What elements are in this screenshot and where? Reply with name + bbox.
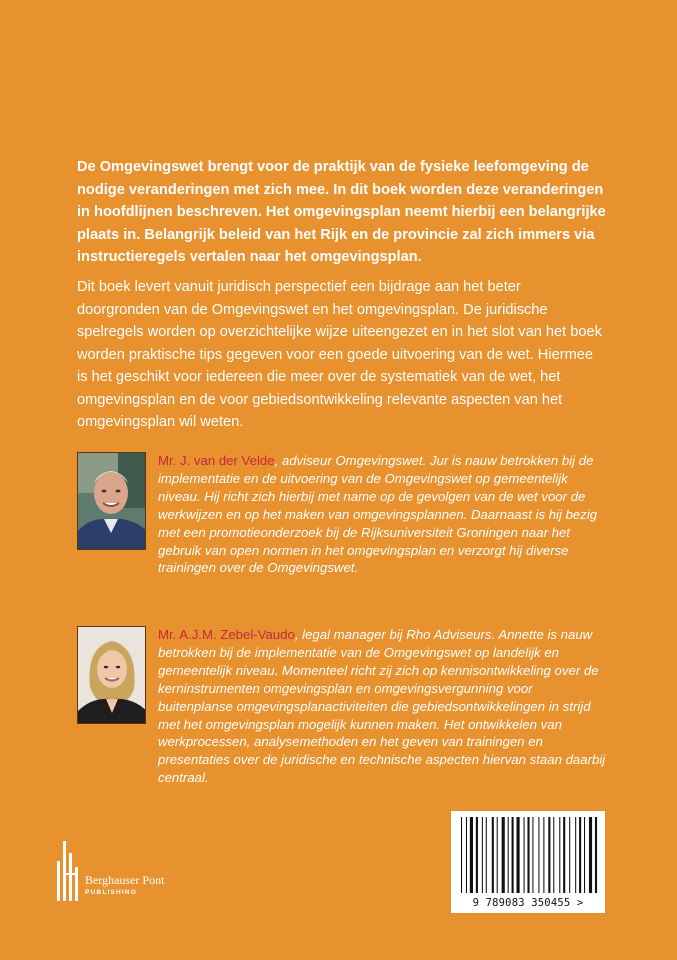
barcode-bar bbox=[584, 817, 585, 893]
description-paragraph: Dit boek levert vanuit juridisch perspectief een bijdrage aan het beter doorgronden van de Omgevingswet en het omgevingsplan. De juridische spelregels worden op overzichtelijke wijze uiteengezet en in het slot van het boek worden praktische tips gegeven voor een goede uitvoering van de wet. Hiermee is het geschikt voor iedereen die meer over de systematiek van de wet, het omgevingsplan en de voor gebiedsontwikkeling relevante aspecten van het omgevingsplan wil weten. bbox=[77, 279, 602, 430]
author-photo-man bbox=[77, 452, 146, 550]
barcode-bar bbox=[524, 817, 525, 893]
barcode-bar bbox=[508, 817, 509, 893]
isbn-barcode bbox=[451, 811, 605, 913]
barcode-bar bbox=[559, 817, 560, 893]
intro-paragraph: De Omgevingswet brengt voor de praktijk van de fysieke leefomgeving de nodige veranderingen met zich mee. In dit boek worden deze veranderingen in hoofdlijnen beschreven. Het omgevingsplan neemt hierbij een belangrijke plaats in. Belangrijk beleid van het Rijk en de provincie zal zich immers via instructieregels vertalen naar het omgevingsplan. bbox=[77, 159, 606, 265]
barcode-bar bbox=[461, 817, 462, 893]
barcode-bar bbox=[470, 817, 473, 893]
barcode-bar bbox=[589, 817, 592, 893]
barcode-digits: 9 789083 350455 > bbox=[472, 897, 584, 909]
barcode-bar bbox=[575, 817, 576, 893]
portrait-man-image bbox=[78, 453, 146, 550]
barcode-bar bbox=[532, 817, 533, 893]
barcode-bar bbox=[492, 817, 494, 893]
barcode-bar bbox=[595, 817, 597, 893]
publisher-logo bbox=[55, 839, 225, 909]
barcode-bar bbox=[579, 817, 581, 893]
publisher-subtitle: PUBLISHING bbox=[85, 889, 138, 896]
barcode-bar bbox=[486, 817, 487, 893]
barcode-bar bbox=[543, 817, 544, 893]
barcode-bar bbox=[497, 817, 498, 893]
author-name: Mr. A.J.M. Zebel-Vaudo bbox=[158, 627, 295, 642]
author-name: Mr. J. van der Velde bbox=[158, 453, 275, 468]
author-bio bbox=[158, 452, 609, 577]
barcode-bar bbox=[527, 817, 529, 893]
publisher-name: Berghauser Pont bbox=[85, 873, 165, 887]
author-bio-text: , adviseur Omgevingswet. Jur is nauw betrokken bij de implementatie en de uitvoering van de Omgevingswet op gemeentelijk niveau. Hij richt zich hierbij met name op de gevolgen van de wet voor de werkwijzen en op het maken van omgevingsplannen. Daarnaast is hij bezig met een promotieonderzoek bij de Rijksuniversiteit Groningen naar het gebruik van open normen in het omgevingsplan en verzorgt hij diverse trainingen over de Omgevingswet. bbox=[158, 453, 598, 576]
barcode-bar bbox=[482, 817, 483, 893]
publisher-mark-icon bbox=[55, 839, 85, 909]
author-photo-woman bbox=[77, 626, 146, 724]
author-bio bbox=[158, 626, 609, 787]
barcode-bar bbox=[466, 817, 467, 893]
barcode-bar bbox=[548, 817, 550, 893]
barcode-bar bbox=[476, 817, 478, 893]
barcode-bar bbox=[502, 817, 505, 893]
portrait-woman-image bbox=[78, 627, 146, 724]
barcode-bar bbox=[553, 817, 554, 893]
barcode-bar bbox=[569, 817, 570, 893]
author-bio-text: , legal manager bij Rho Adviseurs. Annette is nauw betrokken bij de implementatie van de Omgevingswet op landelijk en gemeentelijk niveau. Momenteel richt zij zich op kennisontwikkeling over de kerninstrumenten omgevingsplan en omgevingsvergunning voor buitenplanse omgevingsplanactiviteiten die gebiedsontwikkelingen in strijd met het omgevingsplan mogelijk kunnen maken. Het ontwikkelen van werkprocessen, analysemethoden en het geven van trainingen en presentaties over de juridische en technische aspecten hiervan staan daarbij centraal. bbox=[158, 627, 606, 786]
barcode-bar bbox=[563, 817, 565, 893]
barcode-bar bbox=[538, 817, 539, 893]
barcode-bar bbox=[512, 817, 514, 893]
barcode-bar bbox=[517, 817, 520, 893]
